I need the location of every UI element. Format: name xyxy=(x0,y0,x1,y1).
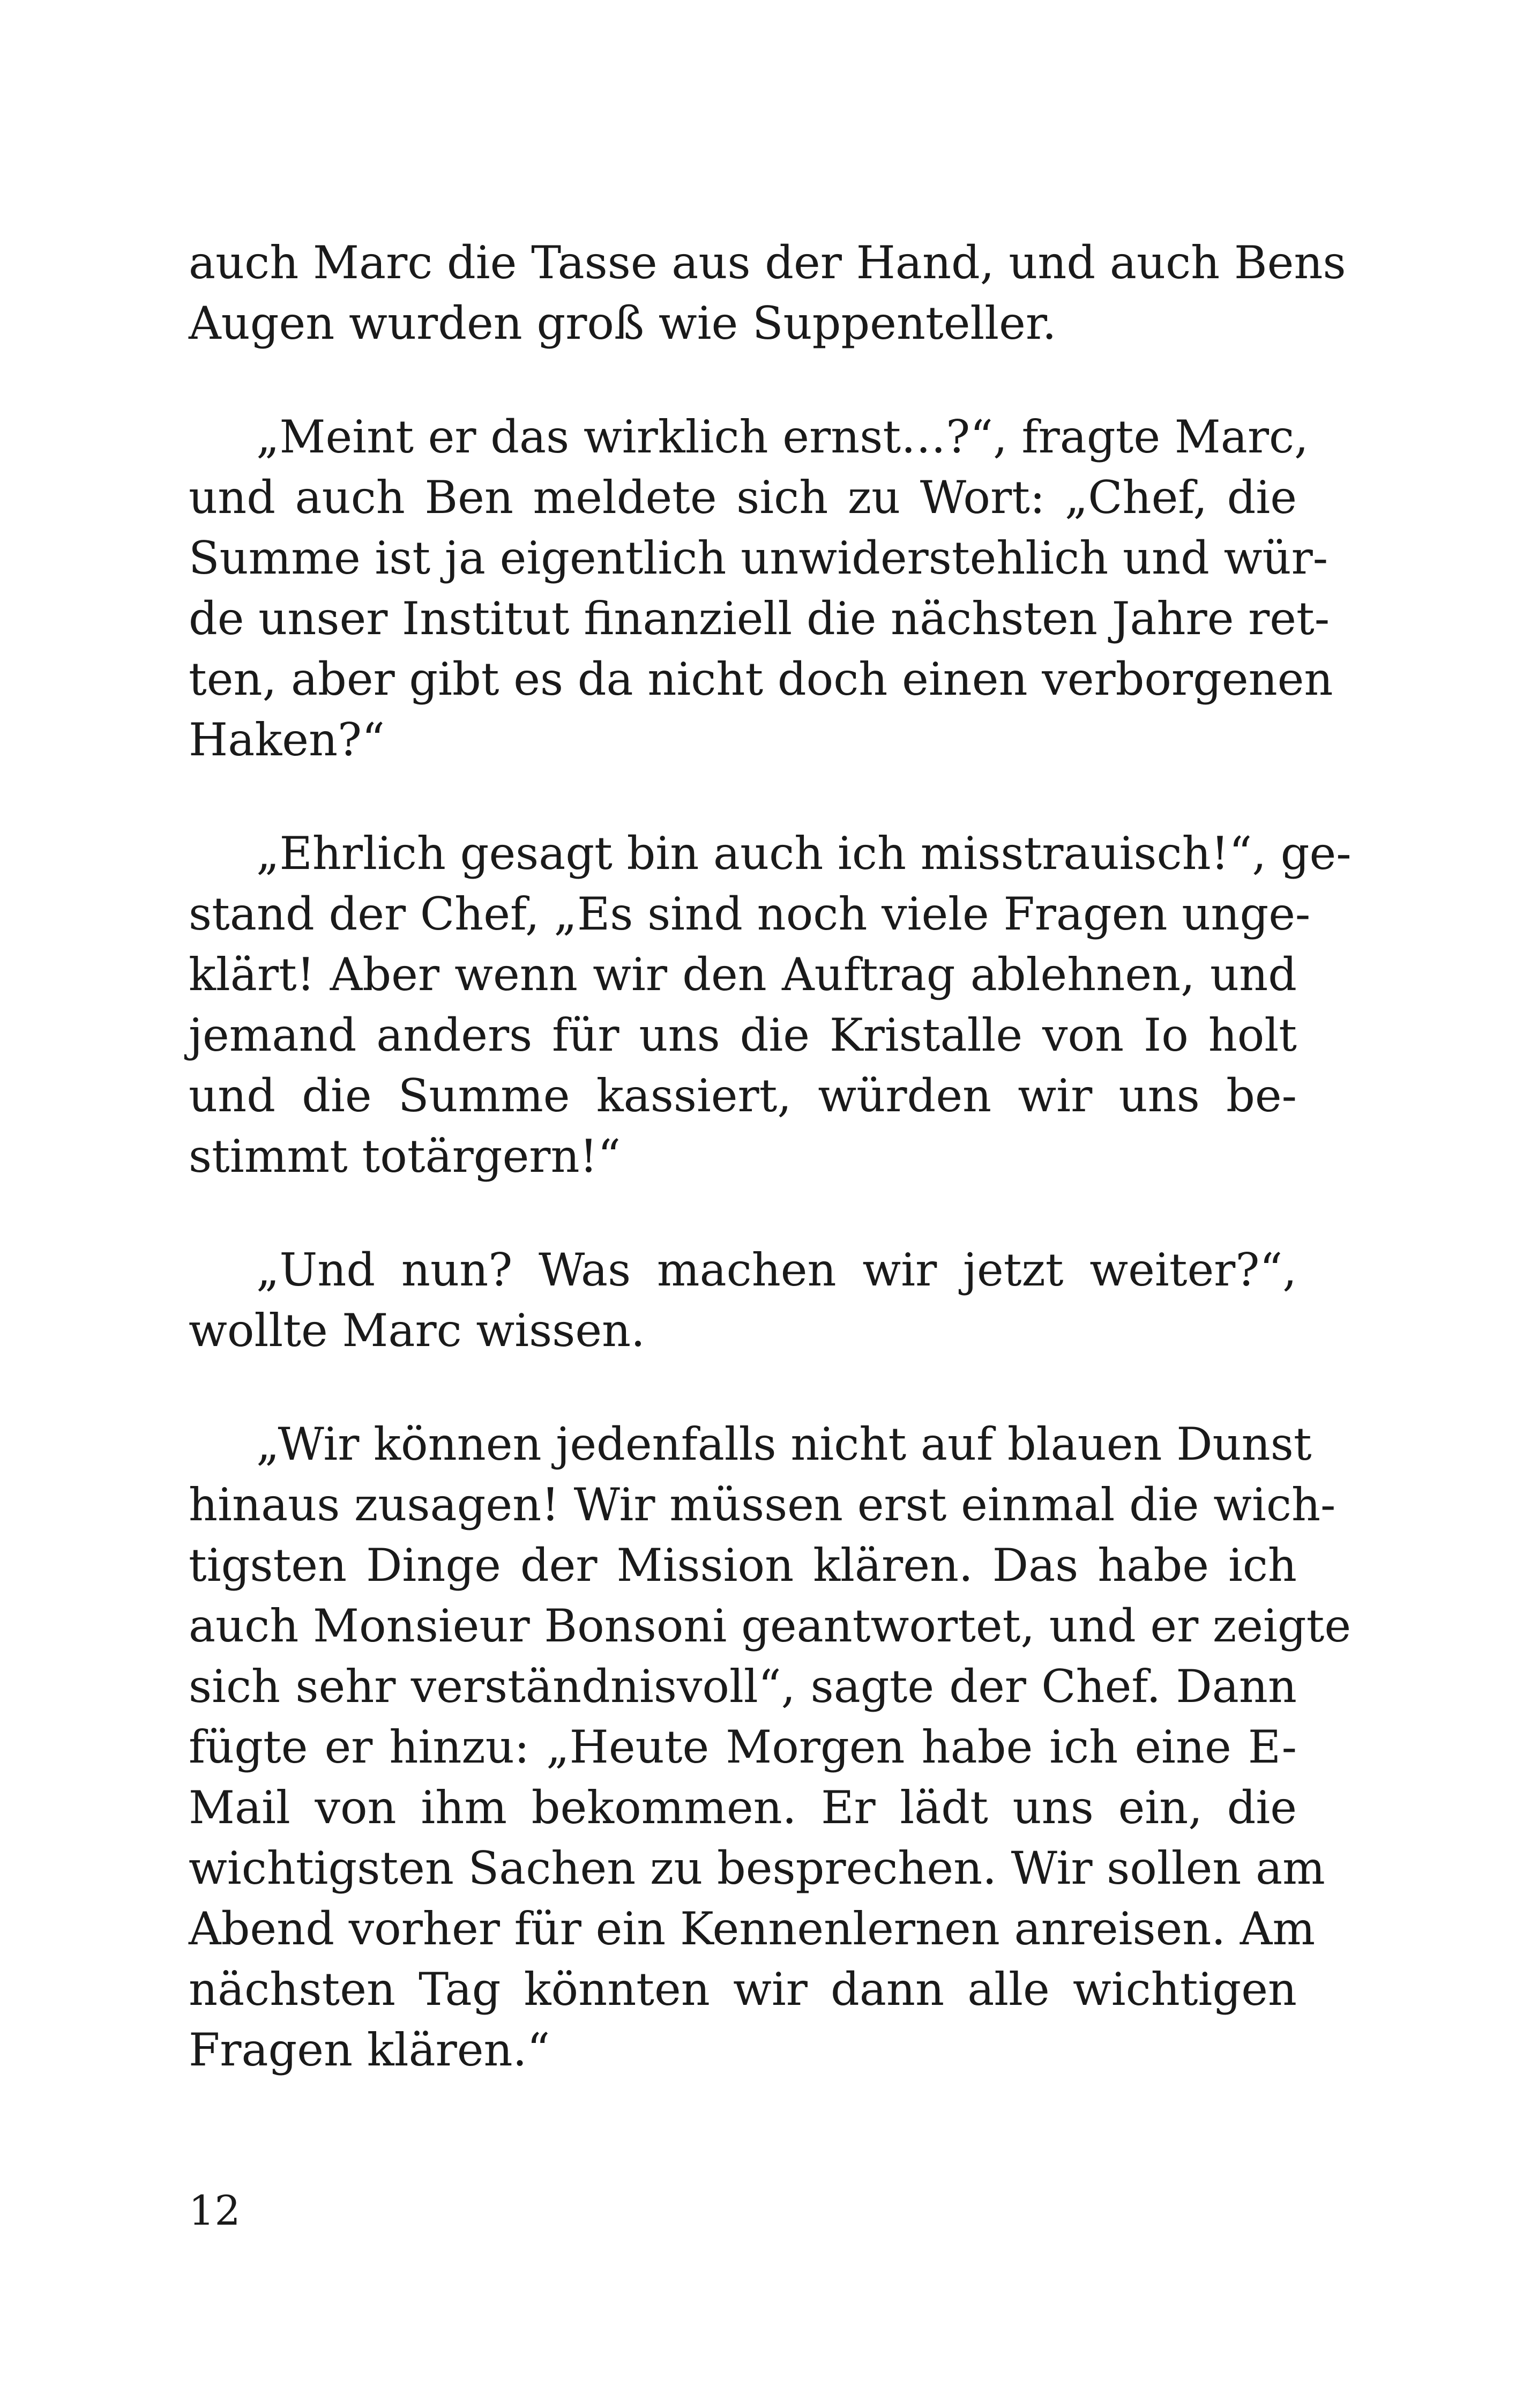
text-line: „Wir können jedenfalls nicht auf blauen Dunst xyxy=(256,1418,1312,1470)
text-line: stand der Chef, „Es sind noch viele Fragen unge- xyxy=(189,888,1311,940)
text-line: ten, aber gibt es da nicht doch einen verborgenen xyxy=(189,653,1333,705)
text-line: auch Marc die Tasse aus der Hand, und auch Bens xyxy=(189,236,1346,289)
text-line: „Ehrlich gesagt bin auch ich misstrauisch!“, ge- xyxy=(256,827,1352,880)
paragraph-gap xyxy=(189,354,1297,407)
text-line: Abend vorher für ein Kennenlernen anreisen. Am xyxy=(189,1902,1316,1955)
text-line: klärt! Aber wenn wir den Auftrag ablehnen, und xyxy=(189,948,1297,1001)
text-line: „Meint er das wirklich ernst…?“, fragte Marc, xyxy=(256,411,1309,463)
paragraph-5 xyxy=(189,1414,1352,2080)
text-line: Mail von ihm bekommen. Er lädt uns ein, die xyxy=(189,1781,1297,1834)
text-line: Haken?“ xyxy=(189,714,385,766)
paragraph-1 xyxy=(189,233,1346,354)
text-line: auch Monsieur Bonsoni geantwortet, und er zeigte xyxy=(189,1600,1352,1652)
text-line: tigsten Dinge der Mission klären. Das habe ich xyxy=(189,1539,1297,1592)
text-line: fügte er hinzu: „Heute Morgen habe ich eine E- xyxy=(189,1721,1297,1773)
text-line: sich sehr verständnisvoll“, sagte der Chef. Dann xyxy=(189,1660,1297,1713)
paragraph-gap xyxy=(189,770,1297,823)
text-line: Summe ist ja eigentlich unwiderstehlich und wür- xyxy=(189,532,1328,584)
text-line: und die Summe kassiert, würden wir uns be- xyxy=(189,1069,1297,1122)
text-line: stimmt totärgern!“ xyxy=(189,1130,621,1183)
text-line: hinaus zusagen! Wir müssen erst einmal die wich- xyxy=(189,1478,1336,1531)
text-line: Augen wurden groß wie Suppenteller. xyxy=(189,297,1057,350)
paragraph-2 xyxy=(189,407,1333,770)
paragraph-gap xyxy=(189,1361,1297,1414)
text-line: de unser Institut finanziell die nächsten Jahre ret- xyxy=(189,592,1330,645)
text-line: und auch Ben meldete sich zu Wort: „Chef, die xyxy=(189,471,1297,524)
text-line: „Und nun? Was machen wir jetzt weiter?“, xyxy=(256,1244,1297,1296)
paragraph-3 xyxy=(189,823,1352,1187)
text-line: nächsten Tag könnten wir dann alle wichtigen xyxy=(189,1963,1297,2016)
text-line: jemand anders für uns die Kristalle von Io holt xyxy=(189,1009,1297,1061)
paragraph-gap xyxy=(189,1187,1297,1240)
paragraph-4 xyxy=(189,1240,1297,1361)
text-line: wollte Marc wissen. xyxy=(189,1304,645,1357)
body-text xyxy=(189,233,1352,2080)
page-number: 12 xyxy=(189,2187,241,2234)
text-line: Fragen klären.“ xyxy=(189,2024,550,2076)
text-line: wichtigsten Sachen zu besprechen. Wir sollen am xyxy=(189,1842,1325,1894)
